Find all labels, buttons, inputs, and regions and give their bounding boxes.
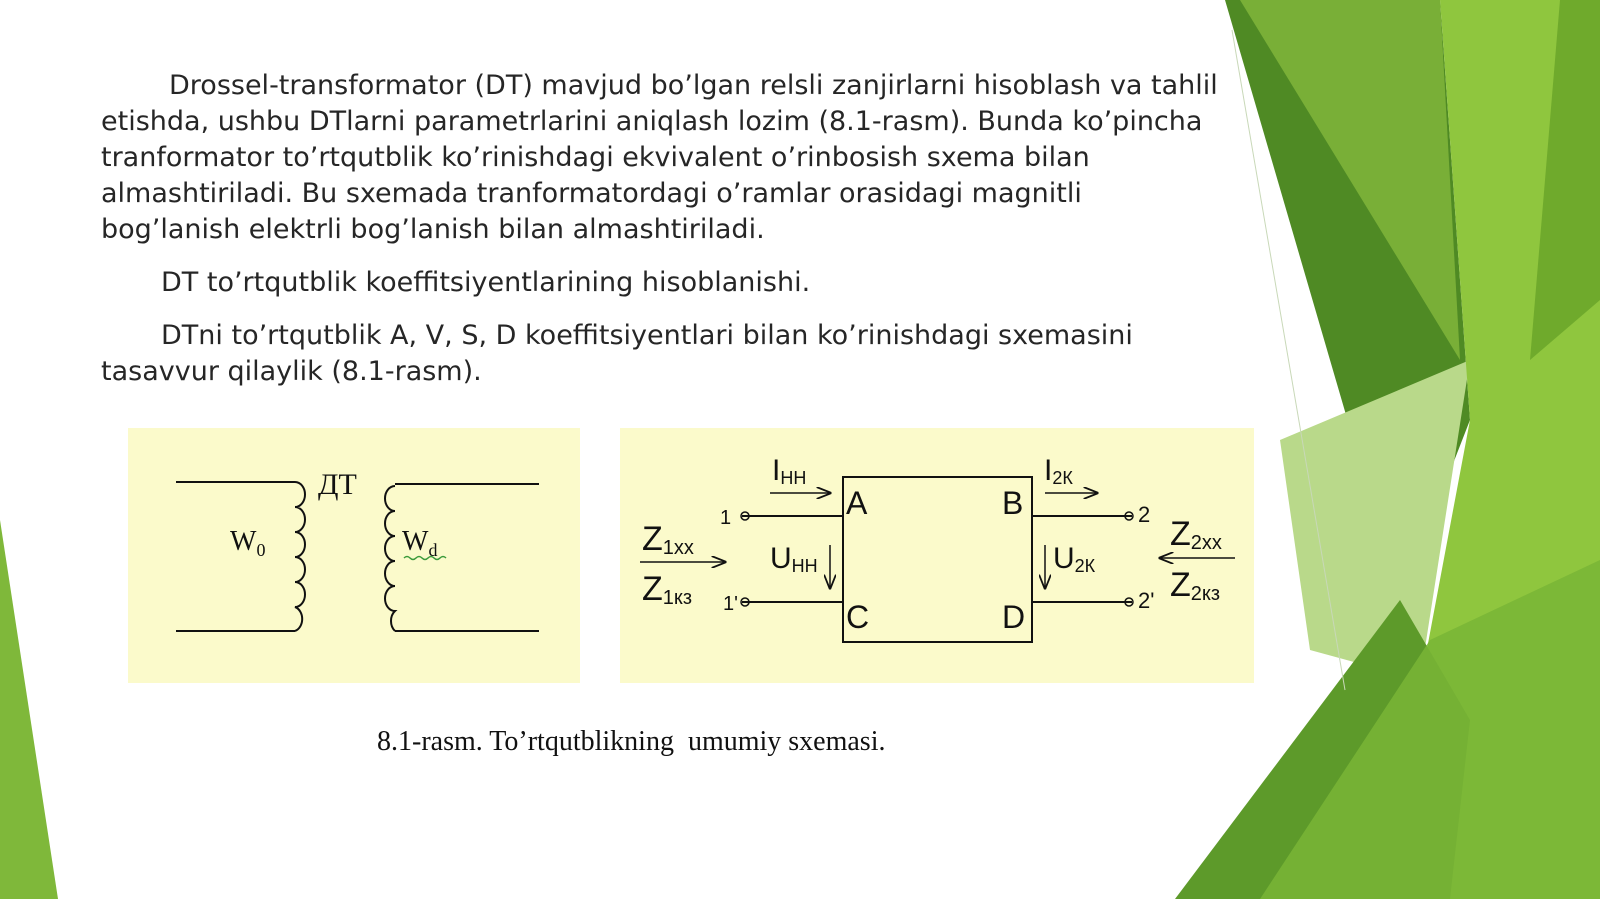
terminal-2p-label: 2' <box>1138 588 1155 613</box>
secondary-winding-label: $W_d$ <box>402 526 438 560</box>
current-in-label: IНН <box>772 454 807 488</box>
coef-b-label: B <box>1002 485 1024 521</box>
transformer-diagram <box>128 428 580 683</box>
figure-caption: 8.1-rasm. To’rtqutblikning umumiy sxemasi. <box>377 726 886 757</box>
paragraph-intro: Drossel-transformator (DT) mavjud bo’lgan relsli zanjirlarni hisoblash va tahlil etishda, ushbu DTlarni parametrlarini aniqlash lozim (8.1-rasm). Bunda ko’pincha tranformator to’rtqutblik ko’rinishdagi ekvivalent o’rinbosish sxema bilan almashtiriladi. Bu sxemada tranformatordagi o’ramlar orasidagi magnitli bog’lanish elektrli bog’lanish bilan almashtiriladi. <box>101 70 1218 245</box>
decor-left-wedge <box>0 520 58 899</box>
coef-a-label: A <box>846 485 868 521</box>
z1-open-circuit-label: Z1хх <box>642 520 694 559</box>
paragraph-scheme: DTni to’rtqutblik A, V, S, D koeffitsiyentlari bilan ko’rinishdagi sxemasini tasavvur qilaylik (8.1-rasm). <box>101 320 1133 387</box>
current-out-label: I2К <box>1044 454 1073 488</box>
primary-winding-label: $W_0$ <box>230 526 266 560</box>
secondary-winding <box>385 486 395 631</box>
terminal-1-label: 1 <box>720 507 732 529</box>
coef-d-label: D <box>1002 599 1026 635</box>
z2-open-circuit-label: Z2хх <box>1170 515 1222 554</box>
terminal-2-label: 2 <box>1138 502 1151 527</box>
coef-c-label: C <box>846 599 870 635</box>
voltage-out-label: U2К <box>1053 542 1096 576</box>
terminal-1p-label: 1' <box>723 593 738 615</box>
z1-short-circuit-label: Z1кз <box>642 570 693 609</box>
voltage-in-label: UНН <box>770 542 818 576</box>
two-port-diagram <box>620 428 1254 683</box>
paragraph-heading: DT to’rtqutblik koeffitsiyentlarining hisoblanishi. <box>161 267 811 298</box>
z2-short-circuit-label: Z2кз <box>1170 566 1221 605</box>
primary-winding <box>295 482 305 631</box>
transformer-title: ДТ <box>318 468 357 501</box>
